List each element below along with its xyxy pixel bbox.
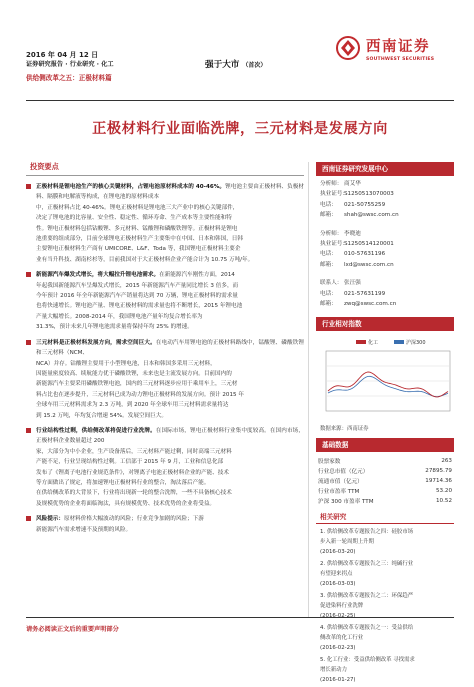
paragraph-lead: 风险提示： (36, 516, 64, 523)
paragraph-line: 在供给侧改革的大背景下，行业将出现新一轮的整合洗牌，一些不具备核心技术 (36, 490, 232, 497)
industry-line (328, 372, 448, 397)
basic-data-value: 10.52 (435, 497, 452, 504)
paragraph-line: 主要锂电正极材料生产商有 UMICORE、L&F、Toda 等，我国锂电正极材料主要企 (36, 246, 241, 253)
related-item-line: (2016-01-27) (320, 677, 356, 684)
analyst-field-value: 李晓迪 (344, 230, 361, 237)
analyst-row (320, 289, 454, 299)
analyst-field-label: 邮箱： (320, 301, 337, 308)
analyst-field-value: S1250513070003 (344, 191, 394, 198)
paragraph-line: 今年预计 2016 年全年新能源汽车产销量将达到 70 万辆，锂电正极材料的需求量 (36, 293, 238, 300)
summary-paragraph (26, 338, 304, 421)
analyst-row (320, 210, 454, 220)
report-meta (26, 50, 114, 84)
paragraph-lead: 新能源汽车爆发式增长，将大幅拉升锂电池需求。 (36, 272, 160, 279)
chart-heading: 行业相对指数 (316, 317, 454, 331)
basic-data-row (316, 466, 454, 476)
related-item-line: 2. 供给侧改革专题报告之三：纯碱行业 (320, 561, 414, 568)
paragraph-line: 池重要的组成部分，目前全球锂电正极材料生产主要集中在中国、日本和韩国，日韩 (36, 236, 243, 243)
paragraph-line: 发布了《锂离子电池行业规范条件》，对锂离子电池正极材料企业的产能、技术 (36, 469, 229, 476)
spacer (320, 270, 454, 278)
bullet-icon (26, 184, 31, 189)
related-item-line: 增长新动力 (320, 667, 347, 674)
analyst-field-value: 021-50755259 (344, 201, 386, 208)
related-item-line: 3. 供给侧改革专题报告之二：环保趋严 (320, 593, 414, 600)
paragraph-lead: 正极材料是锂电池生产的核心关键材料，占锂电池原材料成本的 40-46%。 (36, 184, 226, 190)
analyst-field-value: 021-57631199 (344, 290, 386, 297)
related-item-line: (2016-03-20) (320, 549, 356, 556)
related-list (316, 524, 454, 685)
basic-data-value: 53.20 (435, 487, 452, 494)
report-category: 证券研究报告 · 行业研究 · 化工 (26, 61, 114, 68)
related-item (320, 559, 454, 589)
basic-data-table (316, 456, 454, 505)
basic-data-row (316, 496, 454, 506)
footer-note: 请务必阅读正文后的重要声明部分 (26, 626, 119, 633)
analyst-row (320, 189, 454, 199)
analyst-field-value: 商艾华 (344, 181, 361, 187)
analyst-field-label: 执业证号： (320, 241, 348, 248)
summary-section (26, 162, 304, 540)
analyst-field-label: 电话： (320, 201, 337, 208)
report-title: 正极材料行业面临洗牌，三元材料是发展方向 (92, 121, 388, 137)
basic-data-label: 股票家数 (318, 459, 341, 466)
analyst-field-label: 分析师： (320, 181, 343, 187)
analyst-row (320, 249, 454, 259)
logo-mark-icon (336, 36, 360, 60)
paragraph-line: 及规模优势的企业将面临淘汰，具有规模优势、技术优势的企业将受益。 (36, 500, 216, 507)
summary-heading: 投资要点 (26, 162, 304, 176)
analyst-field-value: lxd@swsc.com.cn (344, 261, 394, 268)
paragraph-line: 在新能源汽车刚性方面，2014 (159, 272, 235, 279)
analyst-row (320, 229, 454, 239)
paragraph-lead: 三元材料是正极材料发展方向，需求空间巨大。 (36, 339, 156, 346)
analyst-field-value: 张汪强 (344, 280, 361, 287)
rating-value: 强于大市 (205, 60, 240, 70)
related-item-line: 有望迎来拐点 (320, 571, 353, 578)
related-item-line: 侧改革的化工行业 (320, 635, 364, 642)
basic-data-label: 行业总市值（亿元） (318, 469, 369, 476)
related-item-line: 促进染料行业洗牌 (320, 603, 364, 610)
summary-paragraph (26, 514, 304, 535)
basic-data-row (316, 486, 454, 496)
chart-svg (316, 335, 454, 423)
footer-divider (26, 617, 454, 618)
related-item-line: (2016-02-25) (320, 613, 356, 620)
paragraph-line: 等方面做出了规定，将加速锂电正极材料行业的整合，淘汰落后产能。 (36, 479, 210, 486)
related-item-line: 1. 供给侧改革专题报告之四：硅胶市场 (320, 529, 414, 536)
basic-data-label: 沪深 300 市盈率 TTM (318, 498, 374, 505)
sidebar (316, 162, 454, 687)
basic-data-row (316, 476, 454, 486)
paragraph-line: 在电动汽车用锂电池的正极材料路线中，锰酸锂、磷酸铁锂和三元材料（NCM、 (36, 339, 304, 357)
analyst-list (316, 176, 454, 309)
rating-sub: （首次） (242, 62, 267, 69)
paragraph-line: 锂电池主要由正极材料、负极材料、隔膜和电解液等构成，在锂电池的原材料成本 (36, 184, 304, 201)
analyst-field-label: 分析师： (320, 230, 343, 237)
summary-paragraphs (26, 182, 304, 535)
paragraph-line: 在国际市场，锂电正极材料行业集中度较高。在国内市场，正极材料企业数量超过 200 (36, 427, 304, 445)
related-item-line: 5. 化工行业：受益供给侧改革 寻找需求 (320, 657, 415, 664)
industry-rating (205, 58, 266, 70)
summary-paragraph (26, 182, 304, 265)
company-logo (336, 32, 454, 76)
analyst-field-label: 执业证号： (320, 191, 348, 198)
analyst-field-label: 邮箱： (320, 261, 337, 268)
legend-label-index: 沪深300 (406, 340, 426, 347)
legend-swatch-industry (356, 340, 366, 344)
related-item-line: (2016-02-23) (320, 645, 356, 652)
related-item (320, 527, 454, 557)
paragraph-line: 因能量密度较高、续航能力优于磷酸铁锂，未来也是主流发展方向。目前国内的 (36, 370, 232, 377)
bullet-icon (26, 516, 31, 521)
relative-index-chart (316, 317, 454, 432)
bullet-icon (26, 272, 31, 277)
analyst-row (320, 200, 454, 210)
paragraph-line: 产能不足，行业呈现结构性过剩。工信部于 2015 年 9 月，工业和信息化部 (36, 459, 224, 466)
basic-data-row (316, 456, 454, 466)
paragraph-line: 新能源汽车需求增速不及预期的风险。 (36, 526, 132, 533)
related-item (320, 655, 454, 685)
paragraph-line: 年起我国新能源汽车呈爆发式增长，2015 年新能源汽车产量同比增长 3 倍多，而 (36, 282, 239, 289)
basic-data-value: 19714.36 (425, 477, 452, 484)
paragraph-line: 也将快速增长。锂电池产量、锂电正极材料的需求量也将不断增长，2015 年锂电池 (36, 303, 243, 310)
paragraph-line: 到 15.2 万吨，年均复合增速 54%。发展空间巨大。 (36, 412, 167, 419)
basic-data-heading: 基础数据 (316, 438, 454, 452)
analyst-field-label: 电话： (320, 251, 337, 258)
legend-label-industry: 化工 (368, 340, 379, 347)
bullet-icon (26, 428, 31, 433)
analyst-row (320, 260, 454, 270)
logo-en: SOUTHWEST SECURITIES (366, 57, 435, 62)
analyst-field-value: zwq@swsc.com.cn (344, 301, 397, 308)
paragraph-line: 业有当升科技、湖南杉杉等，目前我国对于大正极材料企业产能合计为 10.75 万吨/年。 (36, 256, 254, 263)
analyst-row (320, 179, 454, 189)
chart-area (316, 335, 454, 423)
legend-swatch-index (394, 340, 404, 344)
analyst-field-label: 邮箱： (320, 212, 337, 219)
logo-cn: 西南证券 (366, 38, 430, 55)
paragraph-line: 性。锂电正极材料包括钴酸锂、多元材料、锰酸锂和磷酸铁锂等。正极材料是锂电 (36, 225, 238, 232)
chart-source: 数据来源：西南证券 (320, 426, 369, 433)
analyst-heading: 西南证券研究发展中心 (316, 162, 454, 176)
related-item-line: (2016-03-03) (320, 581, 356, 588)
paragraph-line: 原材料价格大幅波动的风险；行业竞争加剧的风险；下游 (63, 516, 204, 523)
basic-data-label: 行业市盈率 TTM (318, 488, 360, 495)
analyst-row (320, 278, 454, 288)
related-item-line: 步入新一轮周期上升期 (320, 539, 374, 546)
related-heading: 相关研究 (316, 511, 454, 524)
related-item-line: 4. 供给侧改革专题报告之一：受益供给 (320, 625, 414, 632)
basic-data-value: 263 (441, 458, 452, 465)
summary-paragraph (26, 270, 304, 332)
basic-data-label: 流通市值（亿元） (318, 478, 363, 485)
column-divider (308, 162, 309, 617)
paragraph-line: 新能源汽车主要采用磷酸铁锂电池，国内的三元材料逐步应用于乘用车上，三元材 (36, 381, 238, 388)
analyst-field-label: 联系人： (320, 280, 343, 287)
paragraph-line: 31.3%，预计未来几年锂电池需求量将保持年均 25% 的增速。 (36, 324, 193, 331)
spacer (320, 221, 454, 229)
summary-paragraph (26, 426, 304, 509)
bullet-icon (26, 340, 31, 345)
report-series: 供给侧改革之五：正极材料篇 (26, 74, 112, 82)
paragraph-line: 全球车用三元材料需求为 2.3 万吨，到 2020 年全球车用三元材料需求量将达 (36, 402, 229, 409)
analyst-field-label: 电话： (320, 290, 337, 297)
analyst-field-value: shah@swsc.com.cn (344, 212, 399, 219)
paragraph-line: 料占比也在逐步提升，三元材料已成为动力锂电正极材料的发展方向。预计 2015 年 (36, 391, 244, 398)
paragraph-line: NCA）并存。钴酸锂主要用于小型锂电池，日本和韩国多采用三元材料， (36, 360, 216, 367)
paragraph-line: 家，大部分为中小企业，生产设备落后，三元材料产能过剩，同时高端三元材料 (36, 448, 232, 455)
analyst-field-value: S1250514120001 (344, 241, 394, 248)
analyst-row (320, 299, 454, 309)
analyst-field-value: 010-57631196 (344, 251, 386, 258)
related-item (320, 623, 454, 653)
paragraph-line: 中，正极材料占比 40-46%。锂电正极材料是锂电池三大产业中的核心关键部件， (36, 204, 239, 211)
basic-data-value: 27895.79 (425, 468, 452, 475)
basic-data-section (316, 438, 454, 505)
paragraph-line: 决定了锂电池的比容量、安全性、稳定性、循环寿命、生产成本等主要性能和特 (36, 215, 232, 222)
paragraph-lead: 行业结构性过剩，供给侧改革将促进行业洗牌。 (36, 427, 156, 434)
header-divider (26, 100, 454, 101)
paragraph-line: 产量大幅增长。2008-2014 年，我国锂电池产量年均复合增长率为 (36, 313, 203, 320)
analyst-row (320, 239, 454, 249)
report-date: 2016 年 04 月 12 日 (26, 51, 99, 59)
